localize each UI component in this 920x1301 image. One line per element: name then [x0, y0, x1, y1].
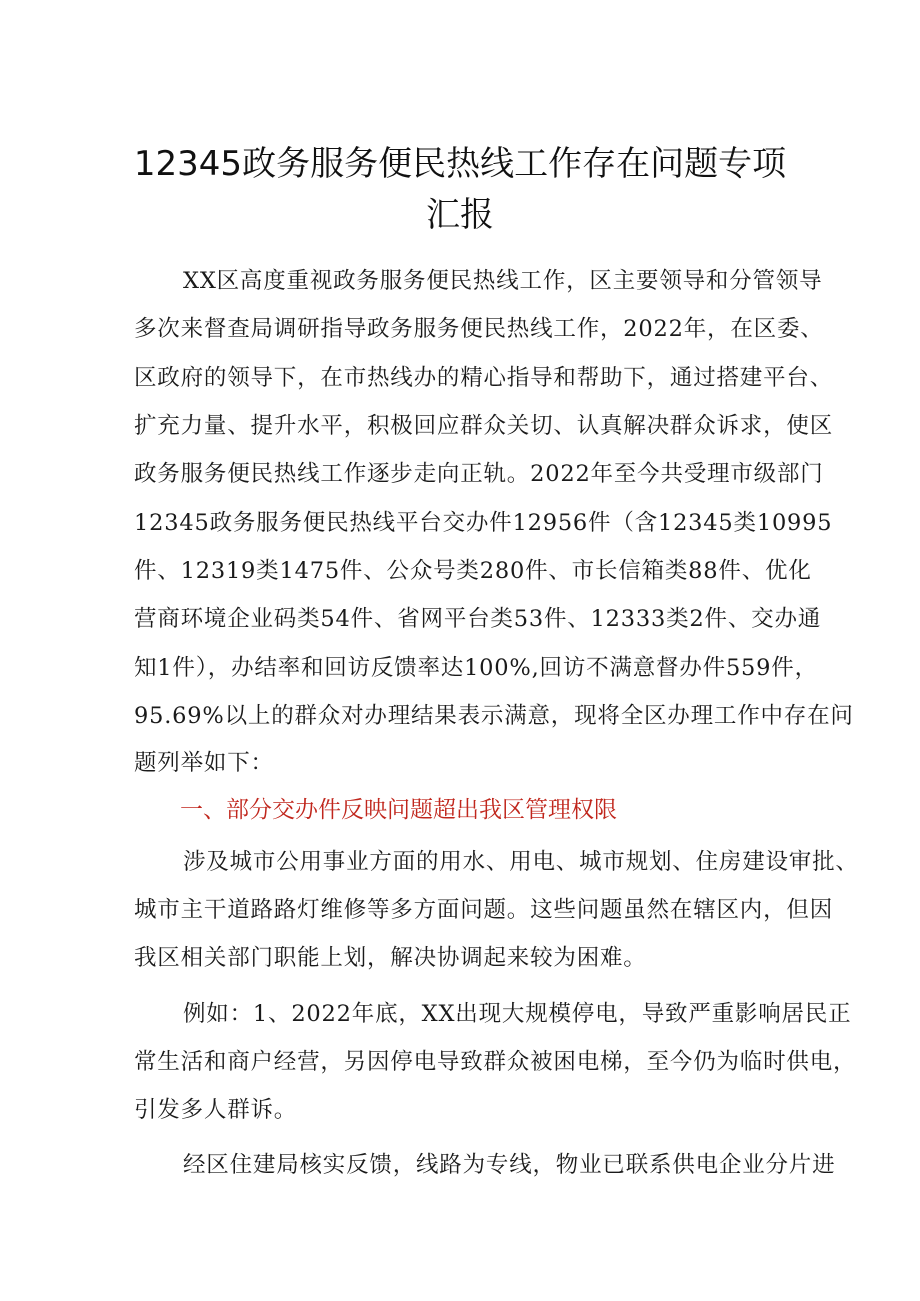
section-1-line: 城市主干道路路灯维修等多方面问题。这些问题虽然在辖区内，但因 — [134, 897, 834, 923]
example-line: 引发多人群诉。 — [134, 1097, 298, 1123]
response-line: 经区住建局核实反馈，线路为专线，物业已联系供电企业分片进 — [183, 1152, 836, 1178]
intro-line: 营商环境企业码类54件、省网平台类53件、12333类2件、交办通 — [134, 606, 822, 632]
document-title-line-1: 12345政务服务便民热线工作存在问题专项 — [133, 144, 787, 184]
intro-line: 政务服务便民热线工作逐步走向正轨。2022年至今共受理市级部门 — [134, 461, 824, 487]
intro-line: 知1件），办结率和回访反馈率达100%,回访不满意督办件559件， — [134, 655, 818, 681]
intro-line: 多次来督查局调研指导政务服务便民热线工作，2022年，在区委、 — [134, 316, 824, 342]
intro-line: 题列举如下： — [134, 750, 274, 776]
intro-line: 扩充力量、提升水平，积极回应群众关切、认真解决群众诉求，使区 — [134, 413, 834, 439]
intro-line: 区政府的领导下，在市热线办的精心指导和帮助下，通过搭建平台、 — [134, 365, 834, 391]
section-1-line: 我区相关部门职能上划，解决协调起来较为困难。 — [134, 945, 647, 971]
example-line: 例如：1、2022年底，XX出现大规模停电，导致严重影响居民正 — [183, 1001, 852, 1027]
intro-line: XX区高度重视政务服务便民热线工作，区主要领导和分管领导 — [183, 268, 823, 294]
section-1-line: 涉及城市公用事业方面的用水、用电、城市规划、住房建设审批、 — [183, 849, 859, 875]
document-title-line-2: 汇报 — [426, 195, 494, 235]
section-1-heading: 一、部分交办件反映问题超出我区管理权限 — [180, 797, 617, 823]
example-line: 常生活和商户经营，另因停电导致群众被困电梯，至今仍为临时供电， — [134, 1049, 857, 1075]
intro-line: 件、12319类1475件、公众号类280件、市长信箱类88件、优化 — [134, 558, 812, 584]
intro-line: 12345政务服务便民热线平台交办件12956件（含12345类10995 — [134, 510, 833, 536]
intro-line: 95.69%以上的群众对办理结果表示满意，现将全区办理工作中存在问 — [134, 703, 854, 729]
